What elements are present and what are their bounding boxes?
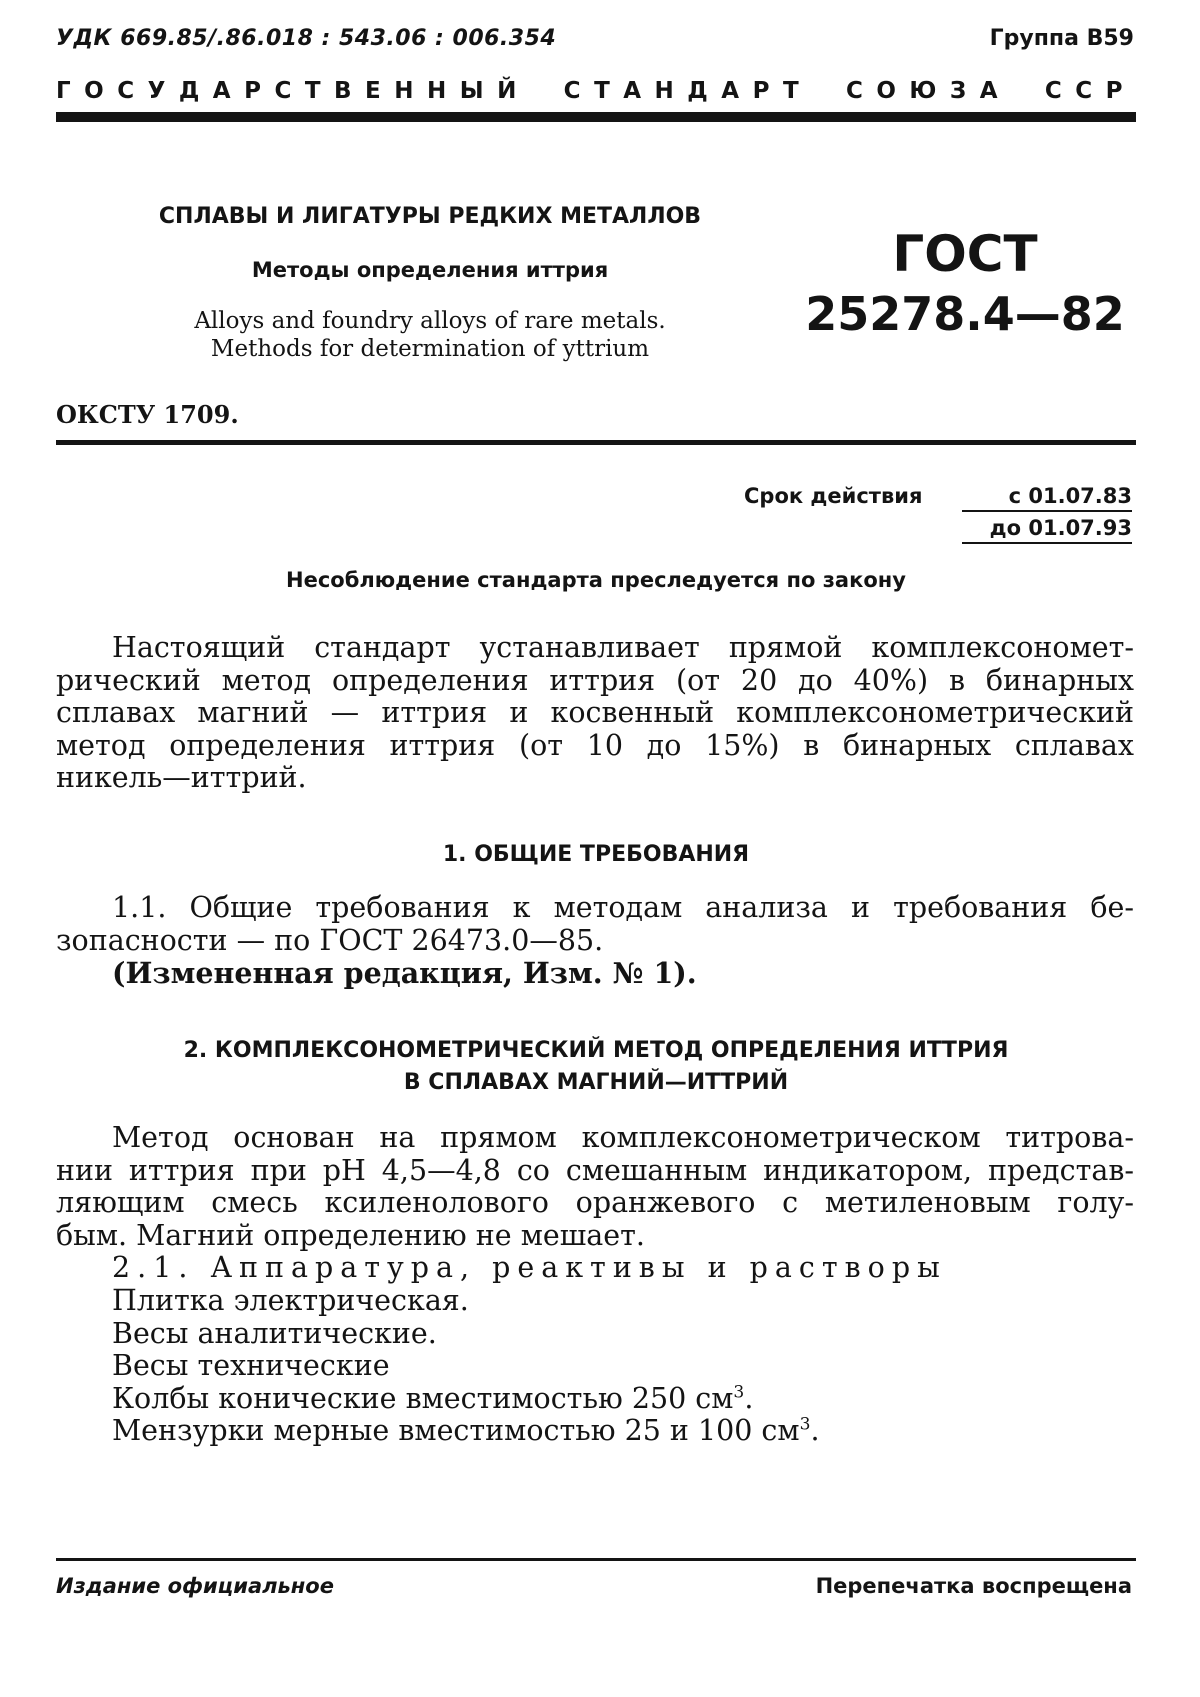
apparatus-subheading: 2.1. Аппаратура, реактивы и растворы xyxy=(112,1251,947,1285)
intro-line: никель—иттрий. xyxy=(56,761,307,795)
gost-number: 25278.4—82 xyxy=(805,287,1125,341)
apparatus-item-text: Мензурки мерные вместимостью 25 и 100 см xyxy=(112,1414,800,1448)
apparatus-item-text: Колбы конические вместимостью 250 см xyxy=(112,1381,734,1415)
header-thick-rule xyxy=(56,112,1136,122)
apparatus-item: Весы технические xyxy=(112,1349,390,1383)
gost-label: ГОСТ xyxy=(892,225,1038,283)
validity-to: до 01.07.93 xyxy=(989,516,1132,540)
section2-line: Метод основан на прямом комплексонометрическом титрова- xyxy=(112,1121,1134,1154)
section1-line: зопасности — по ГОСТ 26473.0—85. xyxy=(56,923,604,957)
footer-reprint-prohibited: Перепечатка воспрещена xyxy=(815,1574,1132,1598)
group-code: Группа В59 xyxy=(989,26,1134,51)
okstu-code: ОКСТУ 1709. xyxy=(56,400,239,429)
section2-line: нии иттрия при pH 4,5—4,8 со смешанным индикатором, представ- xyxy=(56,1153,1134,1187)
section2-line: ляющим смесь ксиленолового оранжевого с метиленовым голу- xyxy=(56,1186,1134,1220)
apparatus-item: Весы аналитические. xyxy=(112,1316,437,1350)
apparatus-item-with-unit xyxy=(56,1383,1134,1416)
item-terminator: . xyxy=(810,1414,820,1448)
validity-from: с 01.07.83 xyxy=(1008,484,1132,508)
validity-label: Срок действия xyxy=(744,484,923,508)
section2-heading-line1: 2. КОМПЛЕКСОНОМЕТРИЧЕСКИЙ МЕТОД ОПРЕДЕЛЕНИЯ ИТТРИЯ xyxy=(183,1038,1009,1063)
section2-line: бым. Магний определению не мешает. xyxy=(56,1218,645,1252)
intro-line: метод определения иттрия (от 10 до 15%) в бинарных сплавах xyxy=(56,728,1134,762)
udk-code: УДК 669.85/.86.018 : 543.06 : 006.354 xyxy=(56,26,557,51)
section1-line: 1.1. Общие требования к методам анализа и требования бе- xyxy=(112,891,1134,924)
intro-line: сплавах магний — иттрия и косвенный комплексонометрический xyxy=(56,696,1134,730)
validity-rule-2 xyxy=(962,542,1132,544)
title-ru-main: СПЛАВЫ И ЛИГАТУРЫ РЕДКИХ МЕТАЛЛОВ xyxy=(158,204,702,229)
legal-warning: Несоблюдение стандарта преследуется по закону xyxy=(286,568,906,592)
apparatus-item-with-unit xyxy=(56,1415,1134,1448)
section1-heading: 1. ОБЩИЕ ТРЕБОВАНИЯ xyxy=(442,842,750,867)
footer-rule xyxy=(56,1558,1136,1561)
footer-official-edition: Издание официальное xyxy=(56,1574,334,1598)
unit-exponent: 3 xyxy=(733,1382,745,1403)
title-separator-rule xyxy=(56,440,1136,445)
section2-paragraph xyxy=(56,1122,1134,1448)
title-en-line2: Methods for determination of yttrium xyxy=(210,336,650,362)
intro-line: рический метод определения иттрия (от 20 до 40%) в бинарных xyxy=(56,663,1134,697)
section1-paragraph xyxy=(56,892,1134,990)
state-standard-banner: ГОСУДАРСТВЕННЫЙ СТАНДАРТ СОЮЗА ССР xyxy=(56,78,1136,104)
unit-exponent: 3 xyxy=(799,1414,811,1435)
intro-line: Настоящий стандарт устанавливает прямой комплексономет- xyxy=(112,631,1134,664)
title-ru-sub: Методы определения иттрия xyxy=(251,258,609,282)
title-en-line1: Alloys and foundry alloys of rare metals. xyxy=(194,308,666,334)
apparatus-item: Плитка электрическая. xyxy=(112,1283,469,1317)
section2-heading-line2: В СПЛАВАХ МАГНИЙ—ИТТРИЙ xyxy=(403,1070,789,1095)
amendment-note: (Измененная редакция, Изм. № 1). xyxy=(112,956,697,991)
validity-rule-1 xyxy=(962,510,1132,512)
intro-paragraph xyxy=(56,632,1134,795)
item-terminator: . xyxy=(744,1381,754,1415)
